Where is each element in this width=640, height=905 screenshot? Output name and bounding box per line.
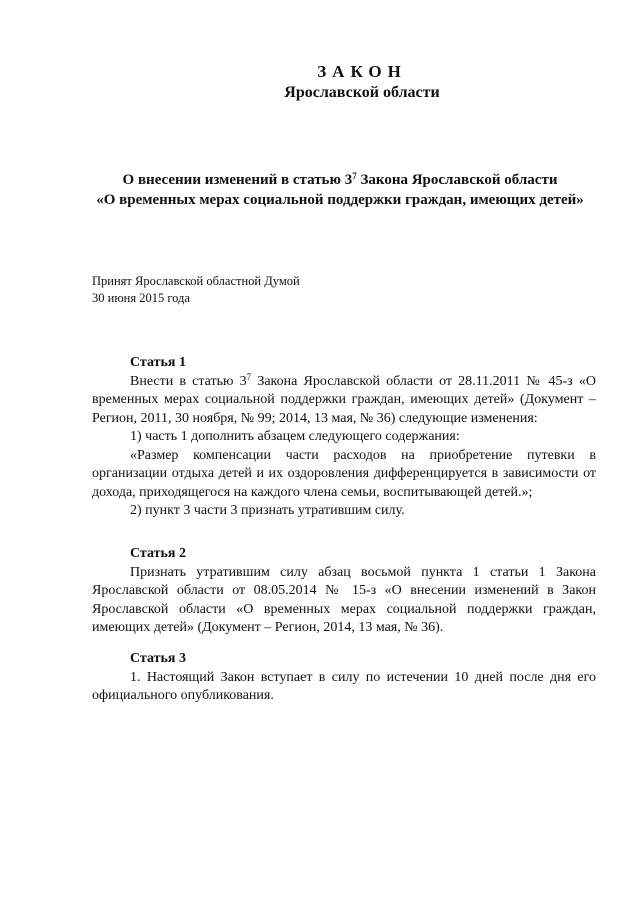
article-1-intro-start: Внести в статью 3 xyxy=(130,373,247,389)
adoption-body: Принят Ярославской областной Думой xyxy=(92,274,300,288)
law-subject-title xyxy=(70,170,610,210)
article-1-superscript: 7 xyxy=(246,371,252,382)
region-heading: Ярославской области xyxy=(284,84,440,101)
article-2-text: Признать утратившим силу абзац восьмой пункта 1 статьи 1 Закона Ярославской области от 08.05.2014 № 15-з «О внесении изменений в Закон Ярославской области «О временных мерах социальной поддержки граждан, имеющих детей» (Документ – Регион, 2014, 13 мая, № 36). xyxy=(92,564,596,635)
subject-line-1 xyxy=(70,170,610,190)
subject-line-2: «О временных мерах социальной поддержки граждан, имеющих детей» xyxy=(96,192,584,208)
article-3 xyxy=(92,650,596,706)
article-1-item-1: 1) часть 1 дополнить абзацем следующего содержания: xyxy=(130,429,460,444)
document-type-heading: ЗАКОН xyxy=(317,62,407,81)
subject-superscript: 7 xyxy=(352,171,357,181)
article-1-intro-end: Закона Ярославской области от 28.11.2011 № 45-з «О временных мерах социальной поддержки граждан, имеющих детей» (Документ – Регион, 2011, 30 ноября, № 99; 2014, 13 мая, № 36) следующие изменения: xyxy=(92,373,596,426)
adoption-note xyxy=(92,273,300,307)
article-1 xyxy=(92,354,596,521)
subject-line-1-start: О внесении изменений в статью 3 xyxy=(122,172,353,188)
article-1-item-2: 2) пункт 3 части 3 признать утратившим силу. xyxy=(130,503,405,518)
article-2 xyxy=(92,545,596,638)
article-2-title: Статья 2 xyxy=(130,546,186,561)
article-1-intro xyxy=(92,373,596,429)
subject-line-1-end: Закона Ярославской области xyxy=(356,172,558,188)
article-3-text: 1. Настоящий Закон вступает в силу по истечении 10 дней после дня его официального опубликования. xyxy=(92,669,596,703)
article-1-title: Статья 1 xyxy=(130,355,186,370)
article-1-quote: «Размер компенсации части расходов на приобретение путевки в организации отдыха детей и их оздоровления дифференцируется в зависимости от дохода, приходящегося на каждого члена семьи, воспитывающей детей.»; xyxy=(92,447,596,500)
adoption-date: 30 июня 2015 года xyxy=(92,291,190,305)
article-3-title: Статья 3 xyxy=(130,651,186,666)
